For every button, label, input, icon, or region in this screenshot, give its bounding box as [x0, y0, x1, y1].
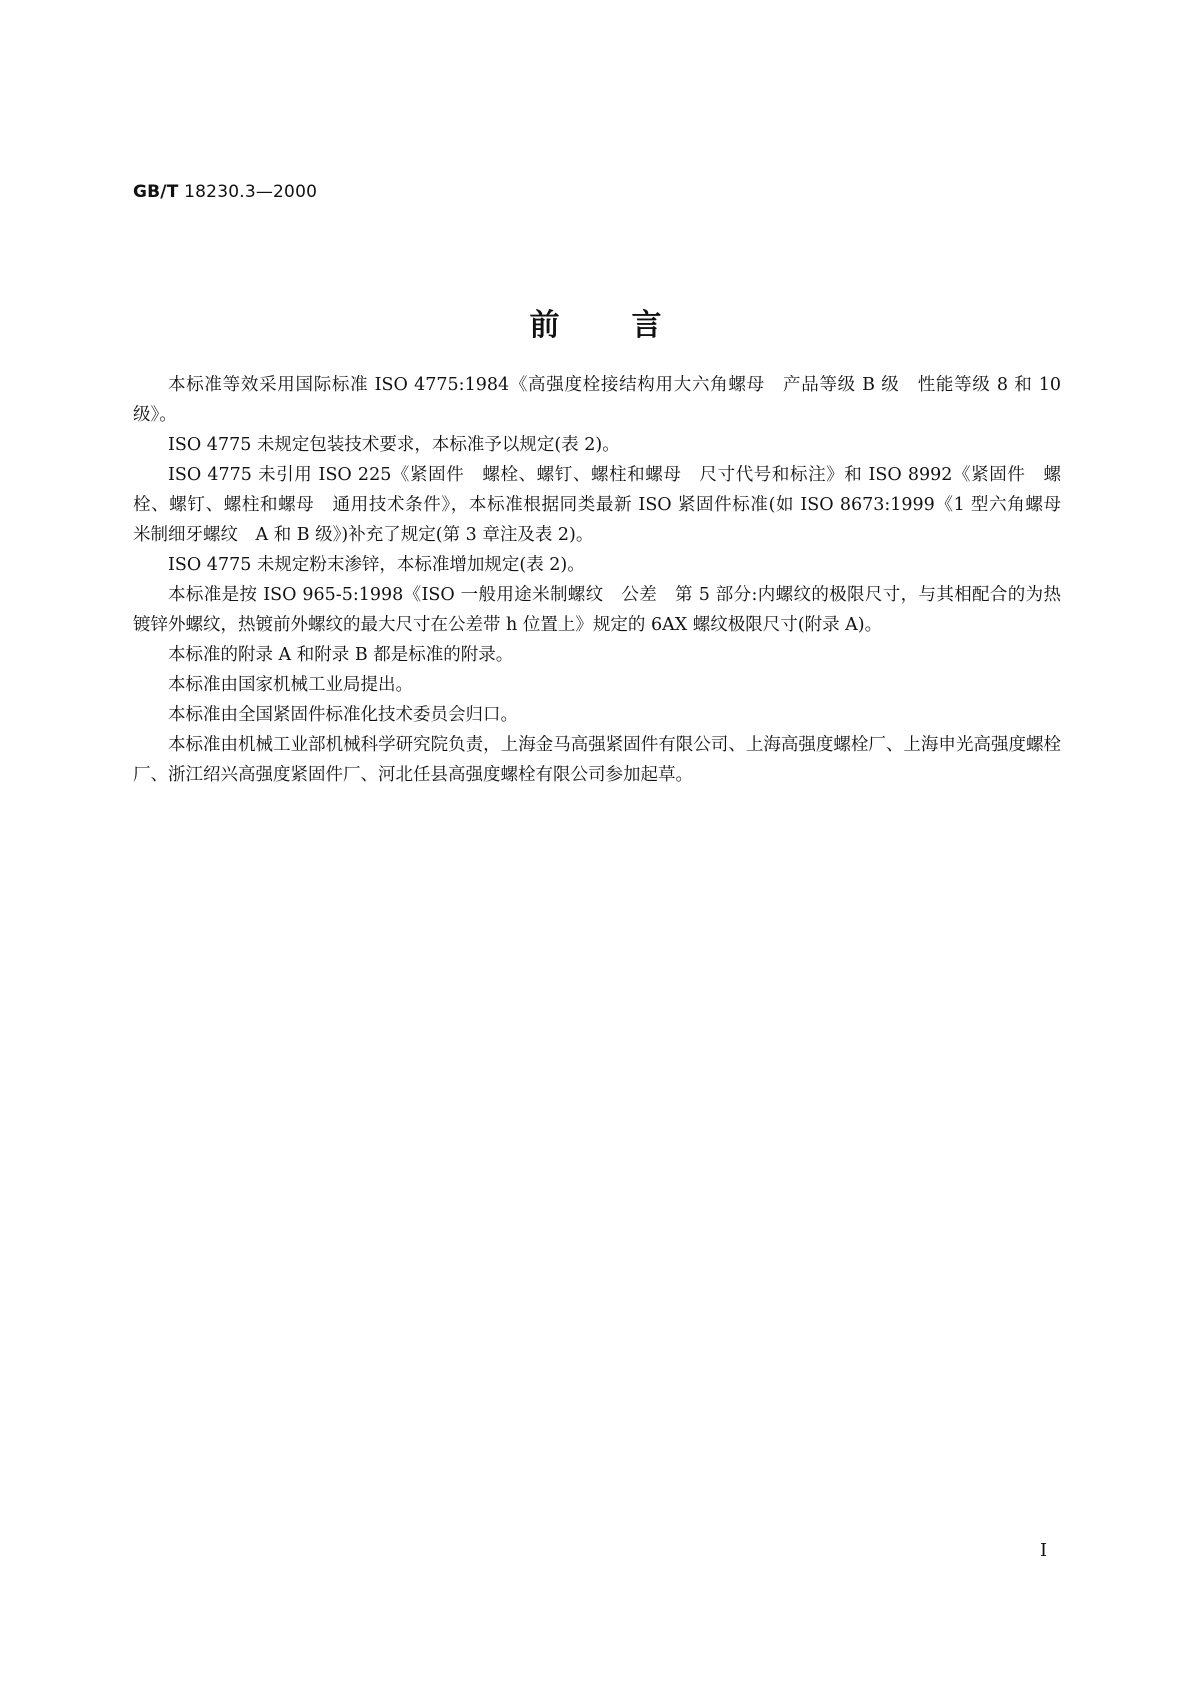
paragraph: 本标准由机械工业部机械科学研究院负责，上海金马高强紧固件有限公司、上海高强度螺栓厂、上海申光高强度螺栓厂、浙江绍兴高强度紧固件厂、河北任县高强度螺栓有限公司参加起草。 — [133, 735, 1061, 785]
paragraph: 本标准由国家机械工业局提出。 — [168, 675, 413, 695]
standard-code — [133, 182, 317, 202]
page-title: 前言 — [529, 308, 734, 343]
standard-prefix: GB/T — [133, 182, 179, 202]
paragraph: ISO 4775 未规定粉末渗锌，本标准增加规定(表 2)。 — [168, 555, 585, 575]
paragraph: ISO 4775 未引用 ISO 225《紧固件 螺栓、螺钉、螺柱和螺母 尺寸代号和标注》和 ISO 8992《紧固件 螺栓、螺钉、螺柱和螺母 通用技术条件》，本标准根据同类最新 ISO 紧固件标准(如 ISO 8673:1999《1 型六角螺母 米制细牙螺纹 A 和 B 级》)补充了规定(第 3 章注及表 2)。 — [133, 465, 1079, 545]
page-number: I — [1040, 1540, 1048, 1561]
paragraph: 本标准由全国紧固件标准化技术委员会归口。 — [168, 705, 518, 725]
foreword-body — [133, 370, 1079, 790]
paragraph: ISO 4775 未规定包装技术要求，本标准予以规定(表 2)。 — [168, 435, 620, 455]
paragraph: 本标准等效采用国际标准 ISO 4775:1984《高强度栓接结构用大六角螺母 产品等级 B 级 性能等级 8 和 10 级》。 — [133, 375, 1067, 425]
paragraph: 本标准的附录 A 和附录 B 都是标准的附录。 — [168, 645, 514, 665]
paragraph: 本标准是按 ISO 965-5:1998《ISO 一般用途米制螺纹 公差 第 5 部分:内螺纹的极限尺寸，与其相配合的为热镀锌外螺纹，热镀前外螺纹的最大尺寸在公差带 h 位置上》规定的 6AX 螺纹极限尺寸(附录 A)。 — [133, 585, 1061, 635]
standard-number: 18230.3—2000 — [184, 182, 318, 202]
